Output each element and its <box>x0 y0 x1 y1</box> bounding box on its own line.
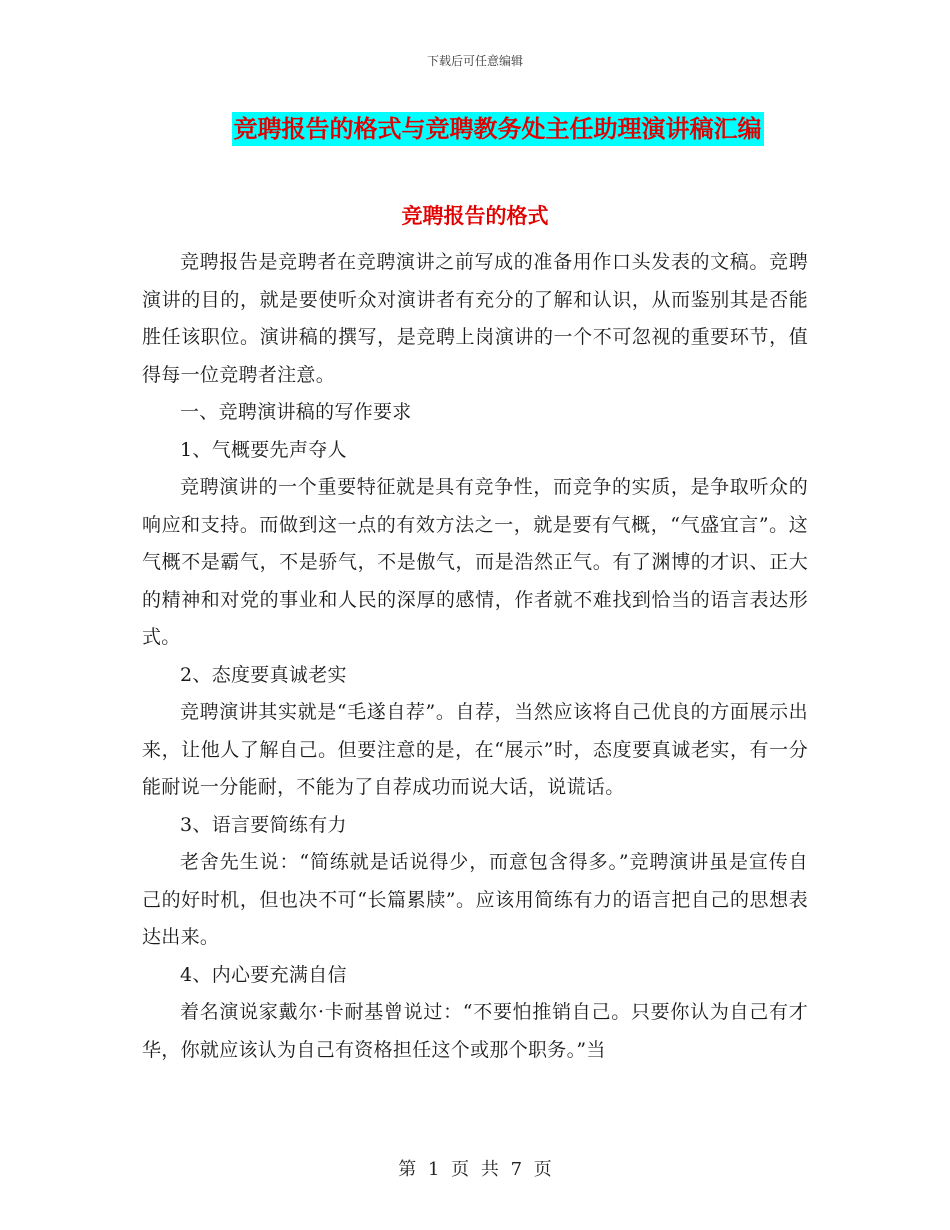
body-subheading: 3、语言要简练有力 <box>180 813 347 836</box>
document-title: 竞聘报告的格式与竞聘教务处主任助理演讲稿汇编 <box>232 112 764 146</box>
body-paragraph: 竞聘演讲其实就是“毛遂自荐”。自荐，当然应该将自己优良的方面展示出来，让他人了解自己。但要注意的是，在“展示”时，态度要真诚老实，有一分能耐说一分能耐，不能为了自荐成功而说大话，说谎话。 <box>142 701 808 798</box>
body-subheading: 4、内心要充满自信 <box>180 963 347 986</box>
document-body <box>142 244 808 1069</box>
body-subheading: 2、态度要真诚老实 <box>180 663 347 686</box>
body-subheading: 1、气概要先声夺人 <box>180 438 347 461</box>
body-paragraph: 竞聘演讲的一个重要特征就是具有竞争性，而竞争的实质，是争取听众的响应和支持。而做到这一点的有效方法之一，就是要有气概，“气盛宜言”。这气概不是霸气，不是骄气，不是傲气，而是浩然正气。有了渊博的才识、正大的精神和对党的事业和人民的深厚的感情，作者就不难找到恰当的语言表达形式。 <box>142 476 808 648</box>
body-paragraph: 老舍先生说：“简练就是话说得少，而意包含得多。”竞聘演讲虽是宣传自己的好时机，但也决不可“长篇累牍”。应该用简练有力的语言把自己的思想表达出来。 <box>142 851 808 948</box>
header-note: 下载后可任意编辑 <box>426 54 523 68</box>
body-paragraph: 着名演说家戴尔·卡耐基曾说过：“不要怕推销自己。只要你认为自己有才华，你就应该认为自己有资格担任这个或那个职务。”当 <box>142 1001 808 1061</box>
page-footer: 第 1 页 共 7 页 <box>398 1159 552 1180</box>
body-paragraph: 竞聘报告是竞聘者在竞聘演讲之前写成的准备用作口头发表的文稿。竞聘演讲的目的，就是要使听众对演讲者有充分的了解和认识，从而鉴别其是否能胜任该职位。演讲稿的撰写，是竞聘上岗演讲的一个不可忽视的重要环节，值得每一位竞聘者注意。 <box>142 251 808 386</box>
body-heading: 一、竞聘演讲稿的写作要求 <box>180 401 412 423</box>
section-title: 竞聘报告的格式 <box>401 204 549 228</box>
main-title-container <box>0 112 950 146</box>
